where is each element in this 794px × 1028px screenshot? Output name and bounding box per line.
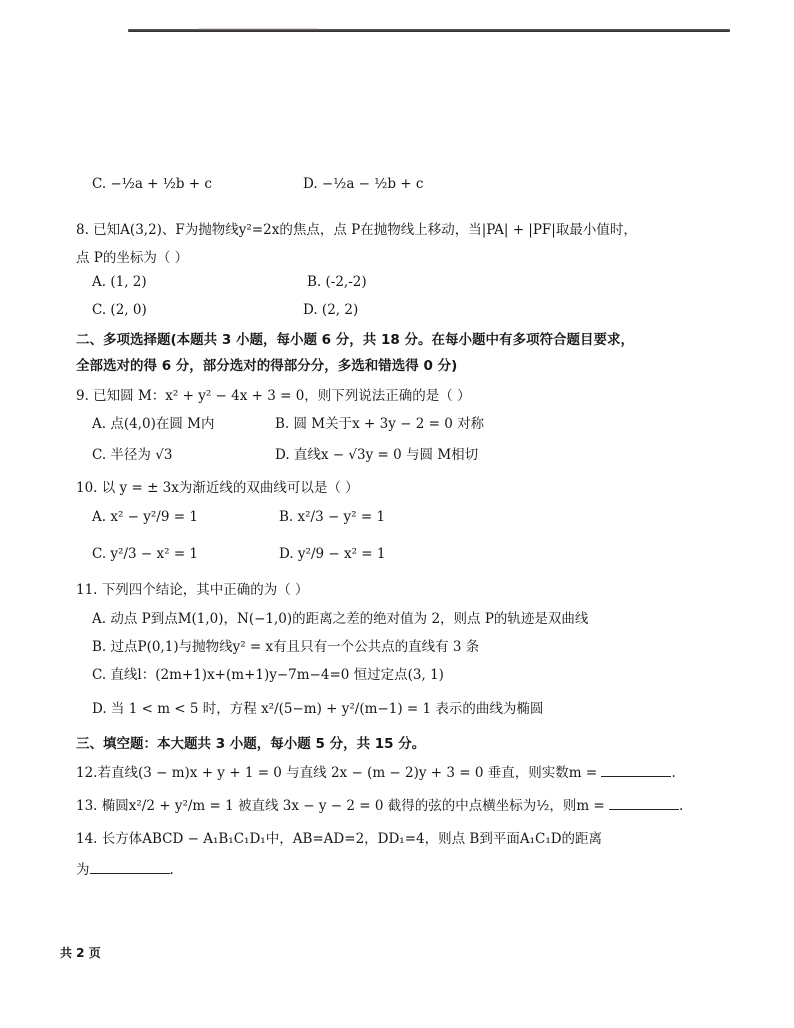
q10-option-a: A. x² − y²/9 = 1 — [92, 509, 198, 525]
q11-option-c: C. 直线l：(2m+1)x+(m+1)y−7m−4=0 恒过定点(3, 1) — [92, 667, 444, 683]
q7-option-c: C. −½a + ½b + c — [92, 176, 212, 192]
q14-stem-line1: 14. 长方体ABCD − A₁B₁C₁D₁中，AB=AD=2，DD₁=4，则点 B到平面A₁C₁D的距离 — [76, 831, 603, 847]
q9-option-d: D. 直线x − √3y = 0 与圆 M相切 — [275, 447, 479, 463]
header-rule — [128, 29, 730, 32]
q8-option-b: B. (-2,-2) — [307, 274, 367, 290]
q8-option-c: C. (2, 0) — [92, 302, 147, 318]
section2-heading-line2: 全部选对的得 6 分，部分选对的得部分分，多选和错选得 0 分) — [76, 358, 458, 374]
q14-stem-line2: 为 . — [76, 862, 174, 878]
q11-option-d: D. 当 1 < m < 5 时，方程 x²/(5−m) + y²/(m−1) = 1 表示的曲线为椭圆 — [92, 701, 544, 717]
q13-answer-blank[interactable] — [609, 808, 679, 810]
q10-option-c: C. y²/3 − x² = 1 — [92, 546, 199, 562]
q11-option-a: A. 动点 P到点M(1,0)，N(−1,0)的距离之差的绝对值为 2，则点 P的轨迹是双曲线 — [92, 611, 589, 627]
q8-stem-line2: 点 P的坐标为（ ） — [76, 250, 189, 266]
section3-heading: 三、填空题：本大题共 3 小题，每小题 5 分，共 15 分。 — [76, 736, 426, 752]
section2-heading-line1: 二、多项选择题(本题共 3 小题，每小题 6 分，共 18 分。在每小题中有多项符合题目要求， — [76, 332, 634, 348]
q8-stem-line1: 8. 已知A(3,2)、F为抛物线y²=2x的焦点，点 P在抛物线上移动，当|PA| + |PF|取最小值时， — [76, 222, 637, 238]
q12-answer-blank[interactable] — [601, 775, 671, 777]
q9-option-b: B. 圆 M关于x + 3y − 2 = 0 对称 — [275, 416, 485, 432]
q12-stem: 12.若直线(3 − m)x + y + 1 = 0 与直线 2x − (m − 2)y + 3 = 0 垂直，则实数m = . — [76, 765, 676, 781]
q10-stem: 10. 以 y = ± 3x为渐近线的双曲线可以是（ ） — [76, 480, 359, 496]
q10-option-b: B. x²/3 − y² = 1 — [279, 509, 386, 525]
q8-option-d: D. (2, 2) — [303, 302, 359, 318]
q9-option-a: A. 点(4,0)在圆 M内 — [92, 416, 215, 432]
q14-answer-blank[interactable] — [90, 872, 170, 874]
q11-option-b: B. 过点P(0,1)与抛物线y² = x有且只有一个公共点的直线有 3 条 — [92, 639, 480, 655]
q13-stem: 13. 椭圆x²/2 + y²/m = 1 被直线 3x − y − 2 = 0 截得的弦的中点横坐标为½，则m = . — [76, 798, 684, 814]
q11-stem: 11. 下列四个结论，其中正确的为（ ） — [76, 582, 309, 598]
page-count: 共 2 页 — [60, 946, 101, 960]
q9-option-c: C. 半径为 √3 — [92, 447, 173, 463]
q8-option-a: A. (1, 2) — [92, 274, 147, 290]
q9-stem: 9. 已知圆 M：x² + y² − 4x + 3 = 0，则下列说法正确的是（ ） — [76, 388, 471, 404]
q10-option-d: D. y²/9 − x² = 1 — [279, 546, 386, 562]
q7-option-d: D. −½a − ½b + c — [303, 176, 424, 192]
